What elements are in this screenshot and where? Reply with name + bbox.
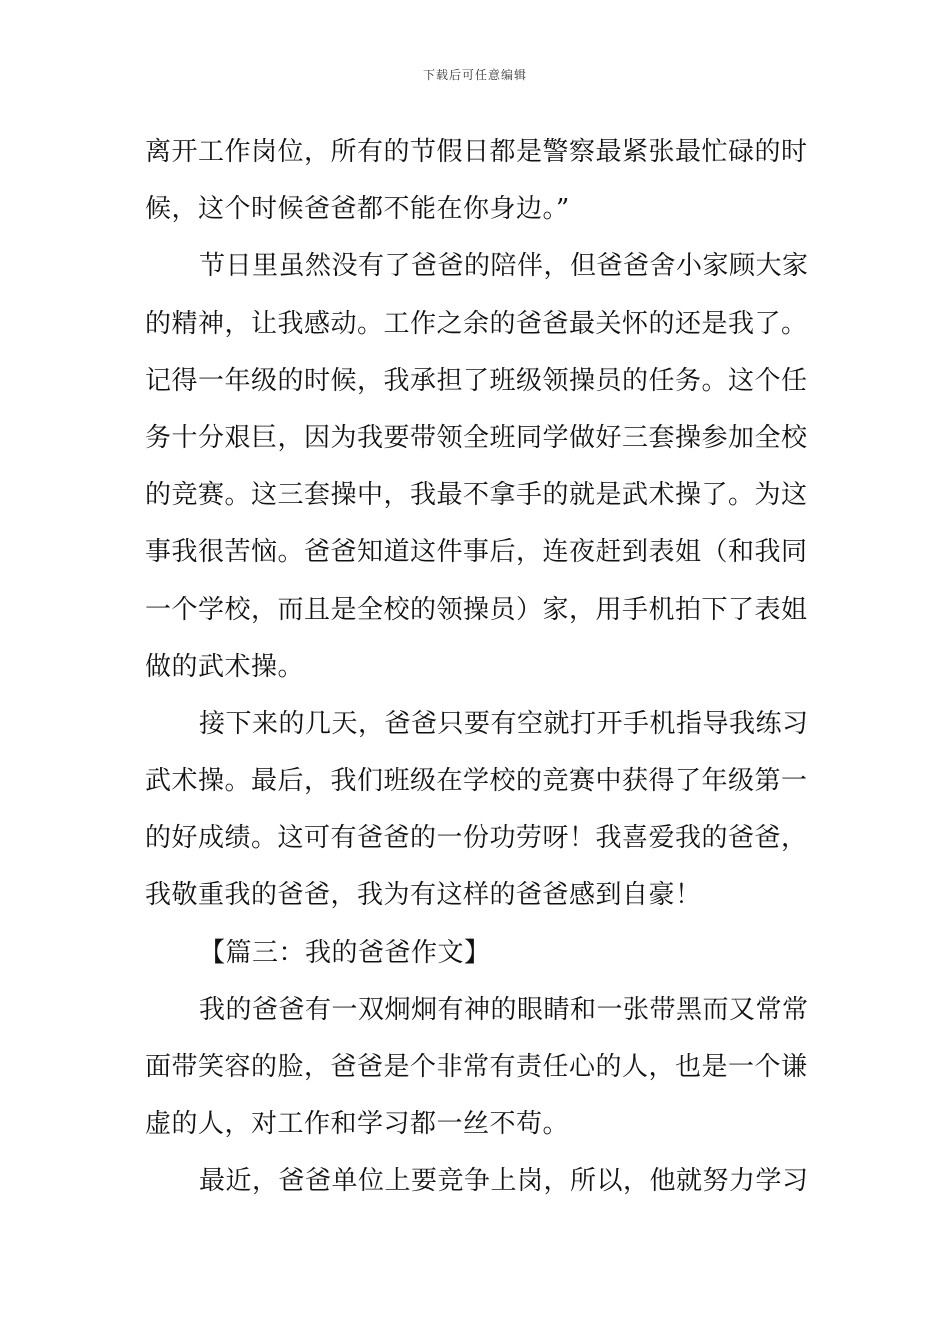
header-note: 下载后可任意编辑 bbox=[422, 68, 527, 82]
text-line: 我敬重我的爸爸，我为有这样的爸爸感到自豪！ bbox=[145, 880, 702, 911]
text-line: 虚的人，对工作和学习都一丝不苟。 bbox=[145, 1109, 570, 1140]
text-line: 的好成绩。这可有爸爸的一份功劳呀！我喜爱我的爸爸， bbox=[145, 823, 808, 854]
text-line: 的精神，让我感动。工作之余的爸爸最关怀的还是我了。 bbox=[145, 308, 808, 339]
text-line: 节日里虽然没有了爸爸的陪伴，但爸爸舍小家顾大家 bbox=[199, 251, 809, 282]
text-line: 一个学校，而且是全校的领操员）家，用手机拍下了表姐 bbox=[145, 594, 808, 625]
text-line: 接下来的几天，爸爸只要有空就打开手机指导我练习 bbox=[199, 708, 809, 739]
text-line: 离开工作岗位，所有的节假日都是警察最紧张最忙碌的时 bbox=[145, 137, 808, 167]
body-text bbox=[145, 124, 811, 1211]
text-line: 面带笑容的脸，爸爸是个非常有责任心的人，也是一个谦 bbox=[145, 1052, 808, 1082]
text-line: 我的爸爸有一双炯炯有神的眼睛和一张带黑而又常常 bbox=[199, 994, 809, 1025]
text-line: 候，这个时候爸爸都不能在你身边。” bbox=[145, 194, 570, 225]
text-line: 武术操。最后，我们班级在学校的竞赛中获得了年级第一 bbox=[145, 766, 808, 797]
section-heading: 【篇三：我的爸爸作文】 bbox=[199, 937, 491, 968]
text-line: 做的武术操。 bbox=[145, 651, 305, 682]
text-line: 记得一年级的时候，我承担了班级领操员的任务。这个任 bbox=[145, 365, 808, 396]
text-line: 最近，爸爸单位上要竞争上岗，所以，他就努力学习 bbox=[199, 1166, 809, 1197]
text-line: 的竞赛。这三套操中，我最不拿手的就是武术操了。为这 bbox=[145, 480, 808, 511]
text-line: 事我很苦恼。爸爸知道这件事后，连夜赶到表姐（和我同 bbox=[145, 537, 808, 568]
text-line: 务十分艰巨，因为我要带领全班同学做好三套操参加全校 bbox=[145, 422, 808, 453]
